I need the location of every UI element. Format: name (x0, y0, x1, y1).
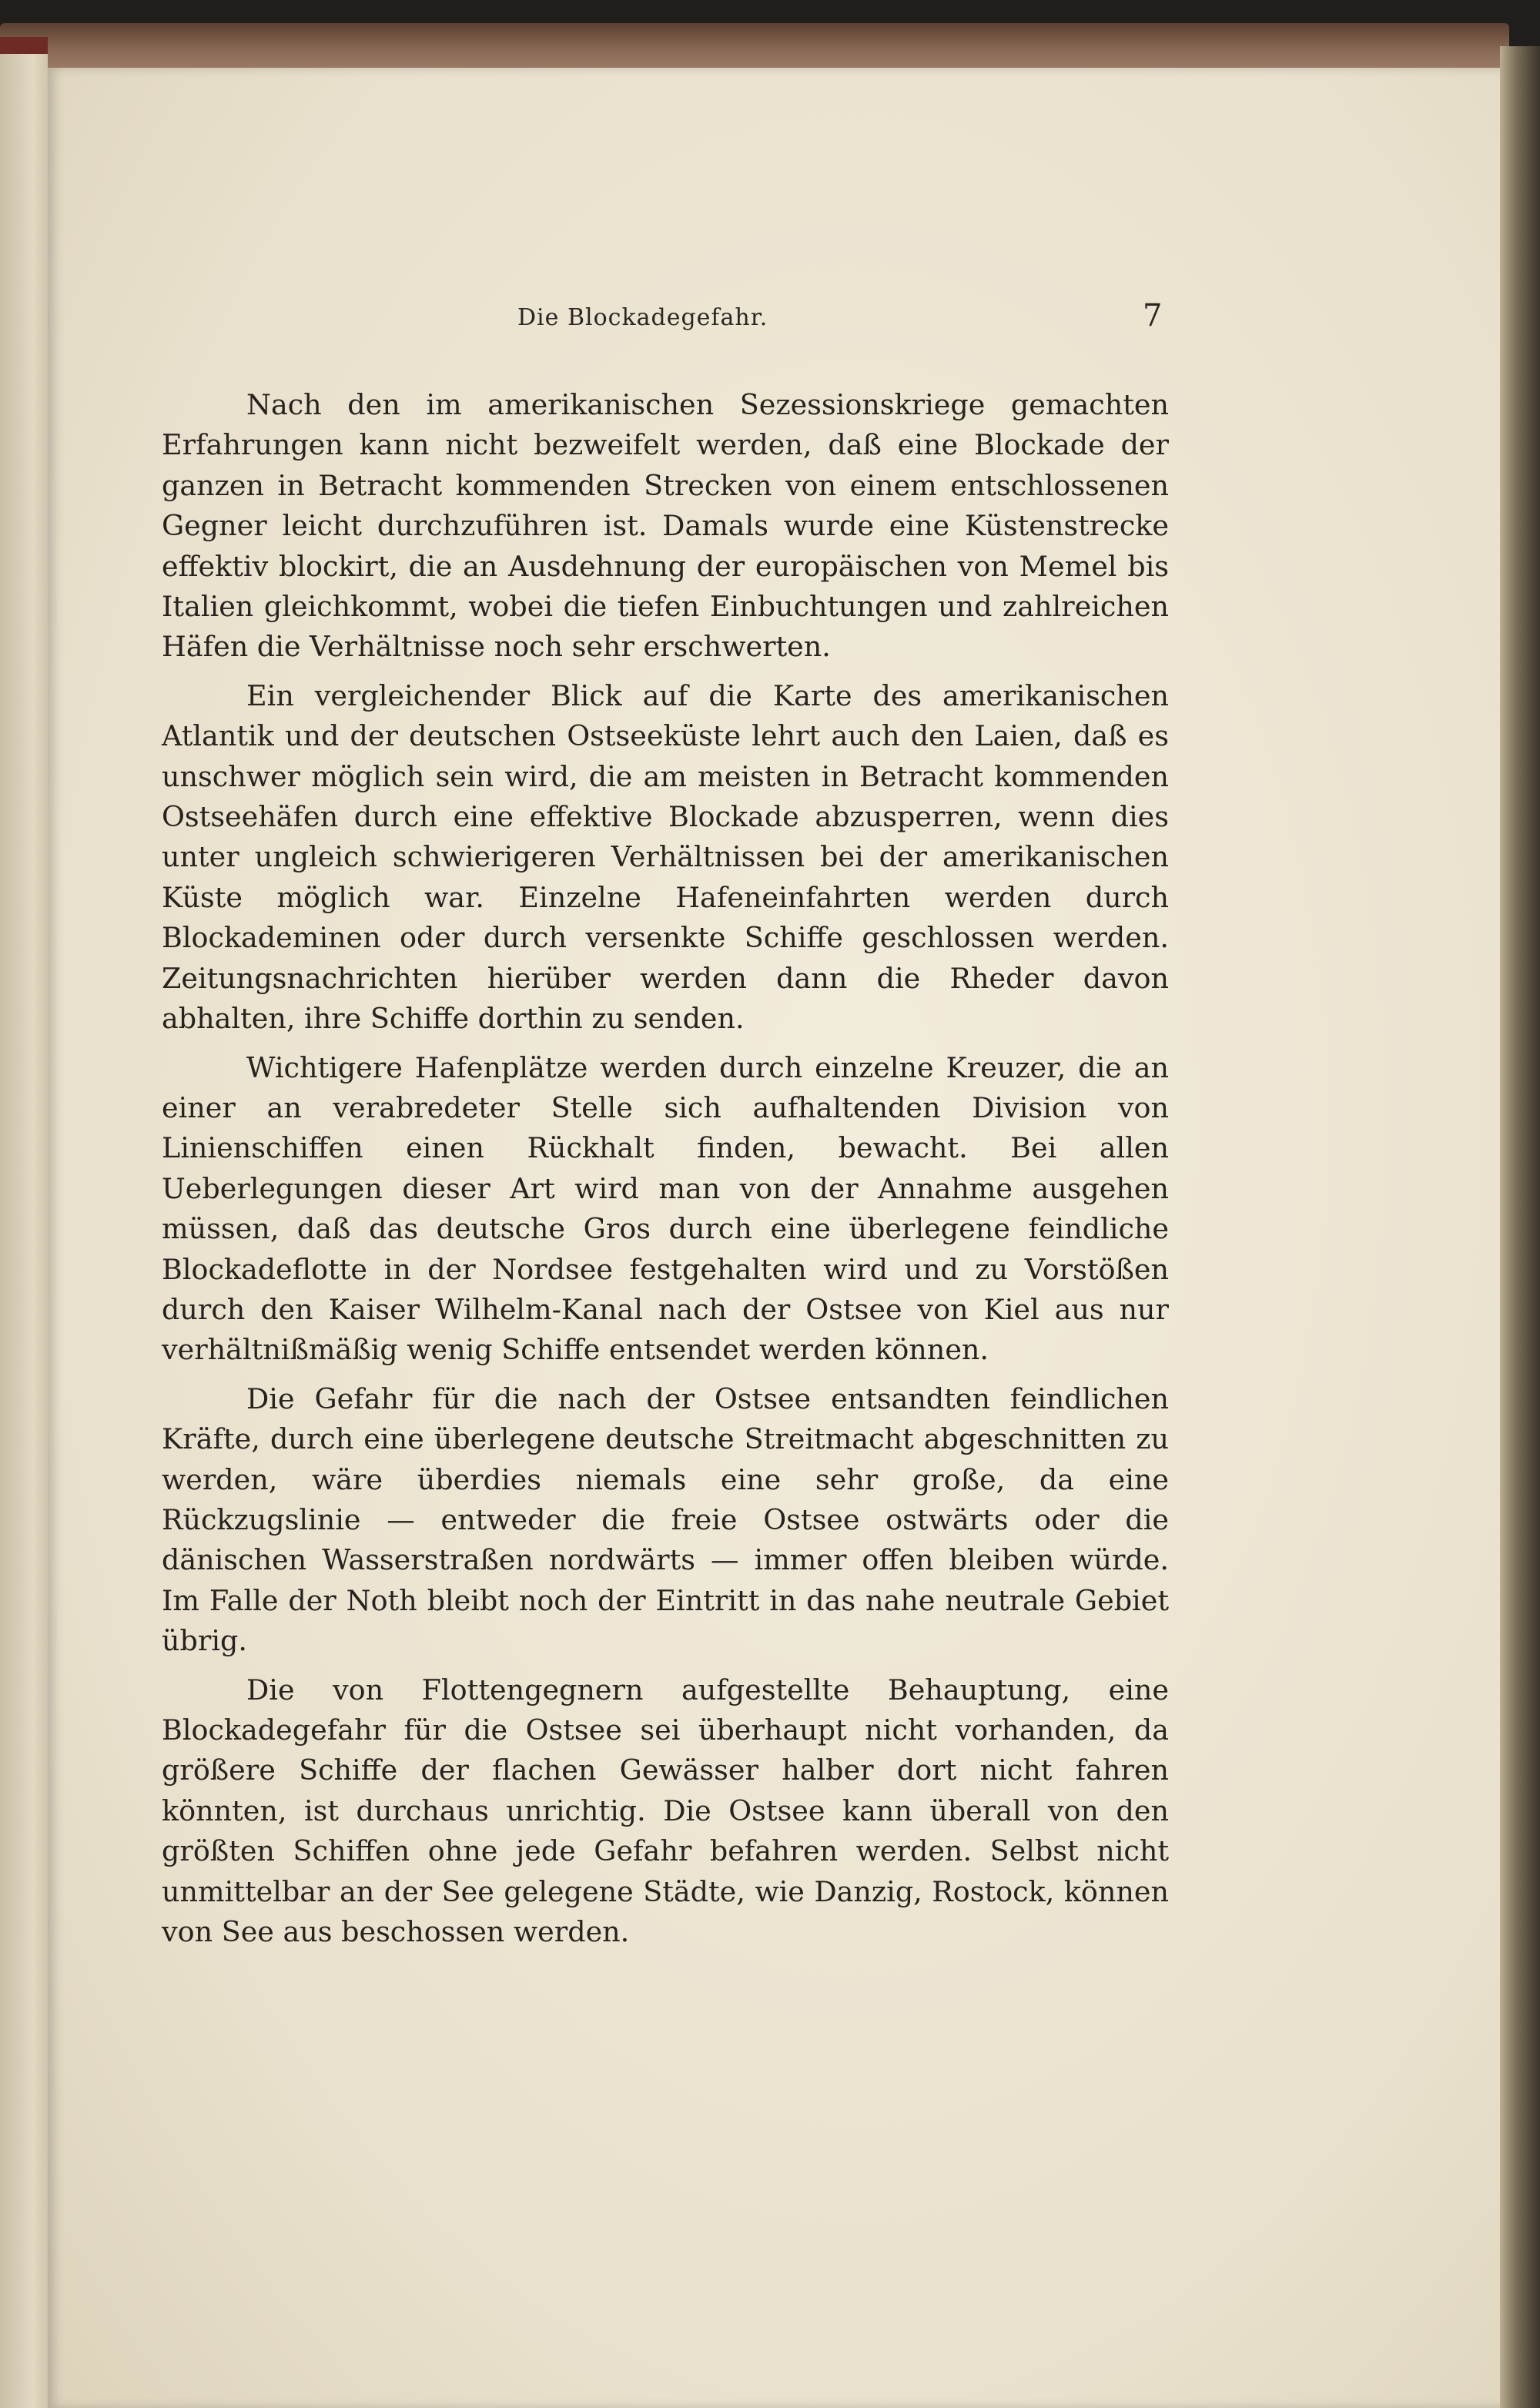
running-title: Die Blockadegefahr. (517, 304, 768, 331)
body-text (162, 385, 1169, 1961)
paragraph-3: Wichtigere Hafenplätze werden durch einzelne Kreuzer, die an einer an verabredeter Stelle sich aufhaltenden Division von Linienschiffen einen Rückhalt finden, bewacht. Bei allen Ueberlegungen dieser Art wird man von der Annahme ausgehen müssen, daß das deutsche Gros durch eine überlegene feindliche Blockadeflotte in der Nordsee festgehalten wird und zu Vorstößen durch den Kaiser Wilhelm-Kanal nach der Ostsee von Kiel aus nur verhältnißmäßig wenig Schiffe entsendet werden können. (162, 1050, 1169, 1367)
paragraph-4: Die Gefahr für die nach der Ostsee entsandten feindlichen Kräfte, durch eine überlegene deutsche Streitmacht abgeschnitten zu werden, wäre überdies niemals eine sehr große, da eine Rückzugslinie — entweder die freie Ostsee ostwärts oder die dänischen Wasserstraßen nordwärts — immer offen bleiben würde. Im Falle der Noth bleibt noch der Eintritt in das nahe neutrale Gebiet übrig. (162, 1382, 1169, 1658)
page-number: 7 (1143, 298, 1163, 333)
book-cover-edge (0, 23, 1509, 69)
left-page-edge (0, 54, 48, 2408)
page-right-edge (1500, 46, 1540, 2408)
paragraph-1: Nach den im amerikanischen Sezessionskriege gemachten Erfahrungen kann nicht bezweifelt werden, daß eine Blockade der ganzen in Betracht kommenden Strecken von einem entschlossenen Gegner leicht durchzuführen ist. Damals wurde eine Küstenstrecke effektiv blockirt, die an Ausdehnung der europäischen von Memel bis Italien gleichkommt, wobei die tiefen Einbuchtungen und zahlreichen Häfen die Verhältnisse noch sehr erschwerten. (162, 388, 1169, 664)
paragraph-5: Die von Flottengegnern aufgestellte Behauptung, eine Blockadegefahr für die Ostsee sei überhaupt nicht vorhanden, da größere Schiffe der flachen Gewässer halber dort nicht fahren könnten, ist durchaus unrichtig. Die Ostsee kann überall von den größten Schiffen ohne jede Gefahr befahren werden. Selbst nicht unmittelbar an der See gelegene Städte, wie Danzig, Rostock, können von See aus beschossen werden. (162, 1673, 1169, 1949)
paragraph-2: Ein vergleichender Blick auf die Karte des amerikanischen Atlantik und der deutschen Ostseeküste lehrt auch den Laien, daß es unschwer möglich sein wird, die am meisten in Betracht kommenden Ostseehäfen durch eine effektive Blockade abzusperren, wenn dies unter ungleich schwierigeren Verhältnissen bei der amerikanischen Küste möglich war. Einzelne Hafeneinfahrten werden durch Blockademinen oder durch versenkte Schiffe geschlossen werden. Zeitungsnachrichten hierüber werden dann die Rheder davon abhalten, ihre Schiffe dorthin zu senden. (162, 678, 1169, 1036)
running-head (0, 298, 1540, 343)
